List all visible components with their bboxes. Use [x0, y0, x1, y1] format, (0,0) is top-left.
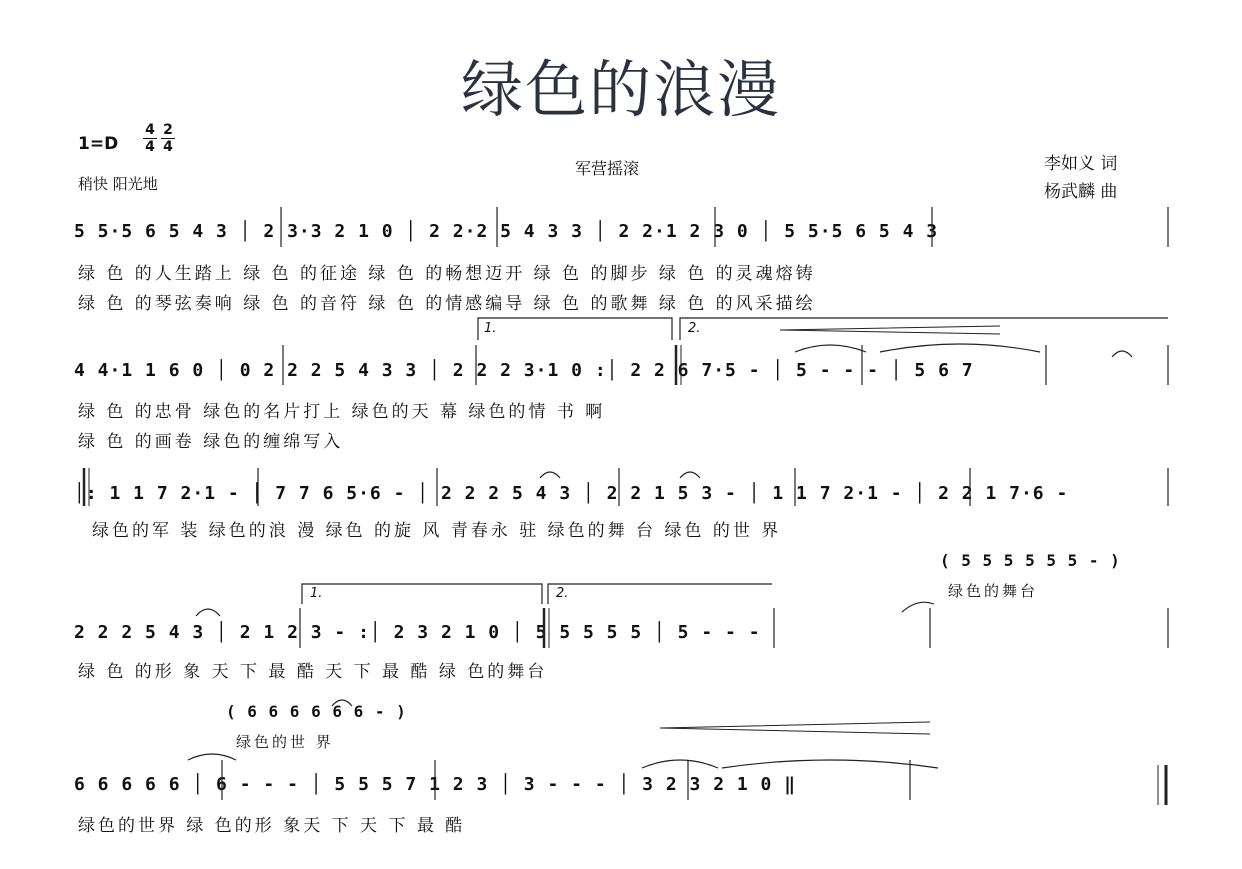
tie	[722, 760, 938, 768]
score-line-3: │: 1 1 7 2·1 - │ 7 7 6 5·6 - │ 2 2 2 5 4 3 │ 2 2 1 5 3 - │ 1 1 7 2·1 - │ 2 2 1 7·6 -	[74, 483, 1069, 504]
crescendo-hairpin	[660, 722, 930, 734]
lyric-line-5: 绿色的世界 绿 色的形 象天 下 天 下 最 酷	[78, 816, 466, 836]
score-line-2: 4 4·1 1 6 0 │ 0 2 2 2 5 4 3 3 │ 2 2 2 3·1 0 :│ 2 2 6 7·5 - │ 5 - - - │ 5 6 7	[74, 360, 974, 381]
aside-lyric-2: 绿色的世 界	[236, 733, 334, 751]
volta-bracket-1	[478, 318, 672, 340]
meter-1-bottom: 4	[145, 139, 155, 155]
slur	[332, 700, 352, 706]
volta-bracket-2	[680, 318, 1168, 340]
ending-1-label: 1.	[484, 321, 497, 336]
score-line-5: 6 6 6 6 6 │ 6 - - - │ 5 5 5 7 1 2 3 │ 3 - - - │ 3 2 3 2 1 0 ‖	[74, 774, 797, 795]
tie	[880, 344, 1040, 352]
slur	[196, 609, 220, 616]
ending-2-label: 2.	[688, 321, 701, 336]
style-subtitle: 军营摇滚	[575, 159, 640, 178]
score-line-4: 2 2 2 5 4 3 │ 2 1 2 3 - :│ 2 3 2 1 0 │ 5 5 5 5 5 │ 5 - - -	[74, 622, 761, 643]
slur	[540, 472, 560, 478]
volta-bracket-1b	[302, 584, 542, 604]
slur	[680, 472, 700, 478]
meter-2-top: 2	[161, 122, 175, 139]
meter-2-bottom: 4	[163, 139, 173, 155]
lyric-line-4: 绿 色 的形 象 天 下 最 酷 天 下 最 酷 绿 色的舞台	[78, 662, 548, 682]
volta-bracket-2b	[548, 584, 772, 604]
slur	[1112, 351, 1132, 357]
lyric-line-2b: 绿 色 的画卷 绿色的缠绵写入	[78, 432, 344, 452]
aside-notes-2: ( 6 6 6 6 6 6 - )	[226, 702, 407, 721]
meter-1-top: 4	[143, 122, 157, 139]
lyric-line-1b: 绿 色 的琴弦奏响 绿 色 的音符 绿 色 的情感编导 绿 色 的歌舞 绿 色 的风采描绘	[78, 294, 816, 314]
ending-1b-label: 1.	[310, 586, 323, 601]
crescendo-hairpin	[780, 326, 1000, 334]
tie	[795, 345, 866, 352]
lyricist: 李如义 词	[1044, 154, 1118, 174]
aside-notes-1: ( 5 5 5 5 5 5 - )	[940, 551, 1121, 570]
tie	[642, 760, 718, 768]
lyric-line-3: 绿色的军 装 绿色的浪 漫 绿色 的旋 风 青春永 驻 绿色的舞 台 绿色 的世 界	[92, 521, 782, 541]
score-line-1: 5 5·5 6 5 4 3 │ 2 3·3 2 1 0 │ 2 2·2 5 4 3 3 │ 2 2·1 2 3 0 │ 5 5·5 6 5 4 3	[74, 221, 939, 242]
tie	[902, 602, 934, 612]
ending-2b-label: 2.	[556, 586, 569, 601]
tie	[188, 754, 236, 760]
aside-lyric-1: 绿色的舞台	[948, 582, 1039, 600]
tempo-marking: 稍快 阳光地	[78, 175, 158, 193]
lyric-line-2a: 绿 色 的忠骨 绿色的名片打上 绿色的天 幕 绿色的情 书 啊	[78, 402, 606, 422]
key-signature: 1=D	[78, 134, 119, 154]
composer: 杨武麟 曲	[1044, 182, 1118, 202]
song-title: 绿色的浪漫	[460, 53, 781, 126]
lyric-line-1a: 绿 色 的人生踏上 绿 色 的征途 绿 色 的畅想迈开 绿 色 的脚步 绿 色 的灵魂熔铸	[78, 264, 816, 284]
